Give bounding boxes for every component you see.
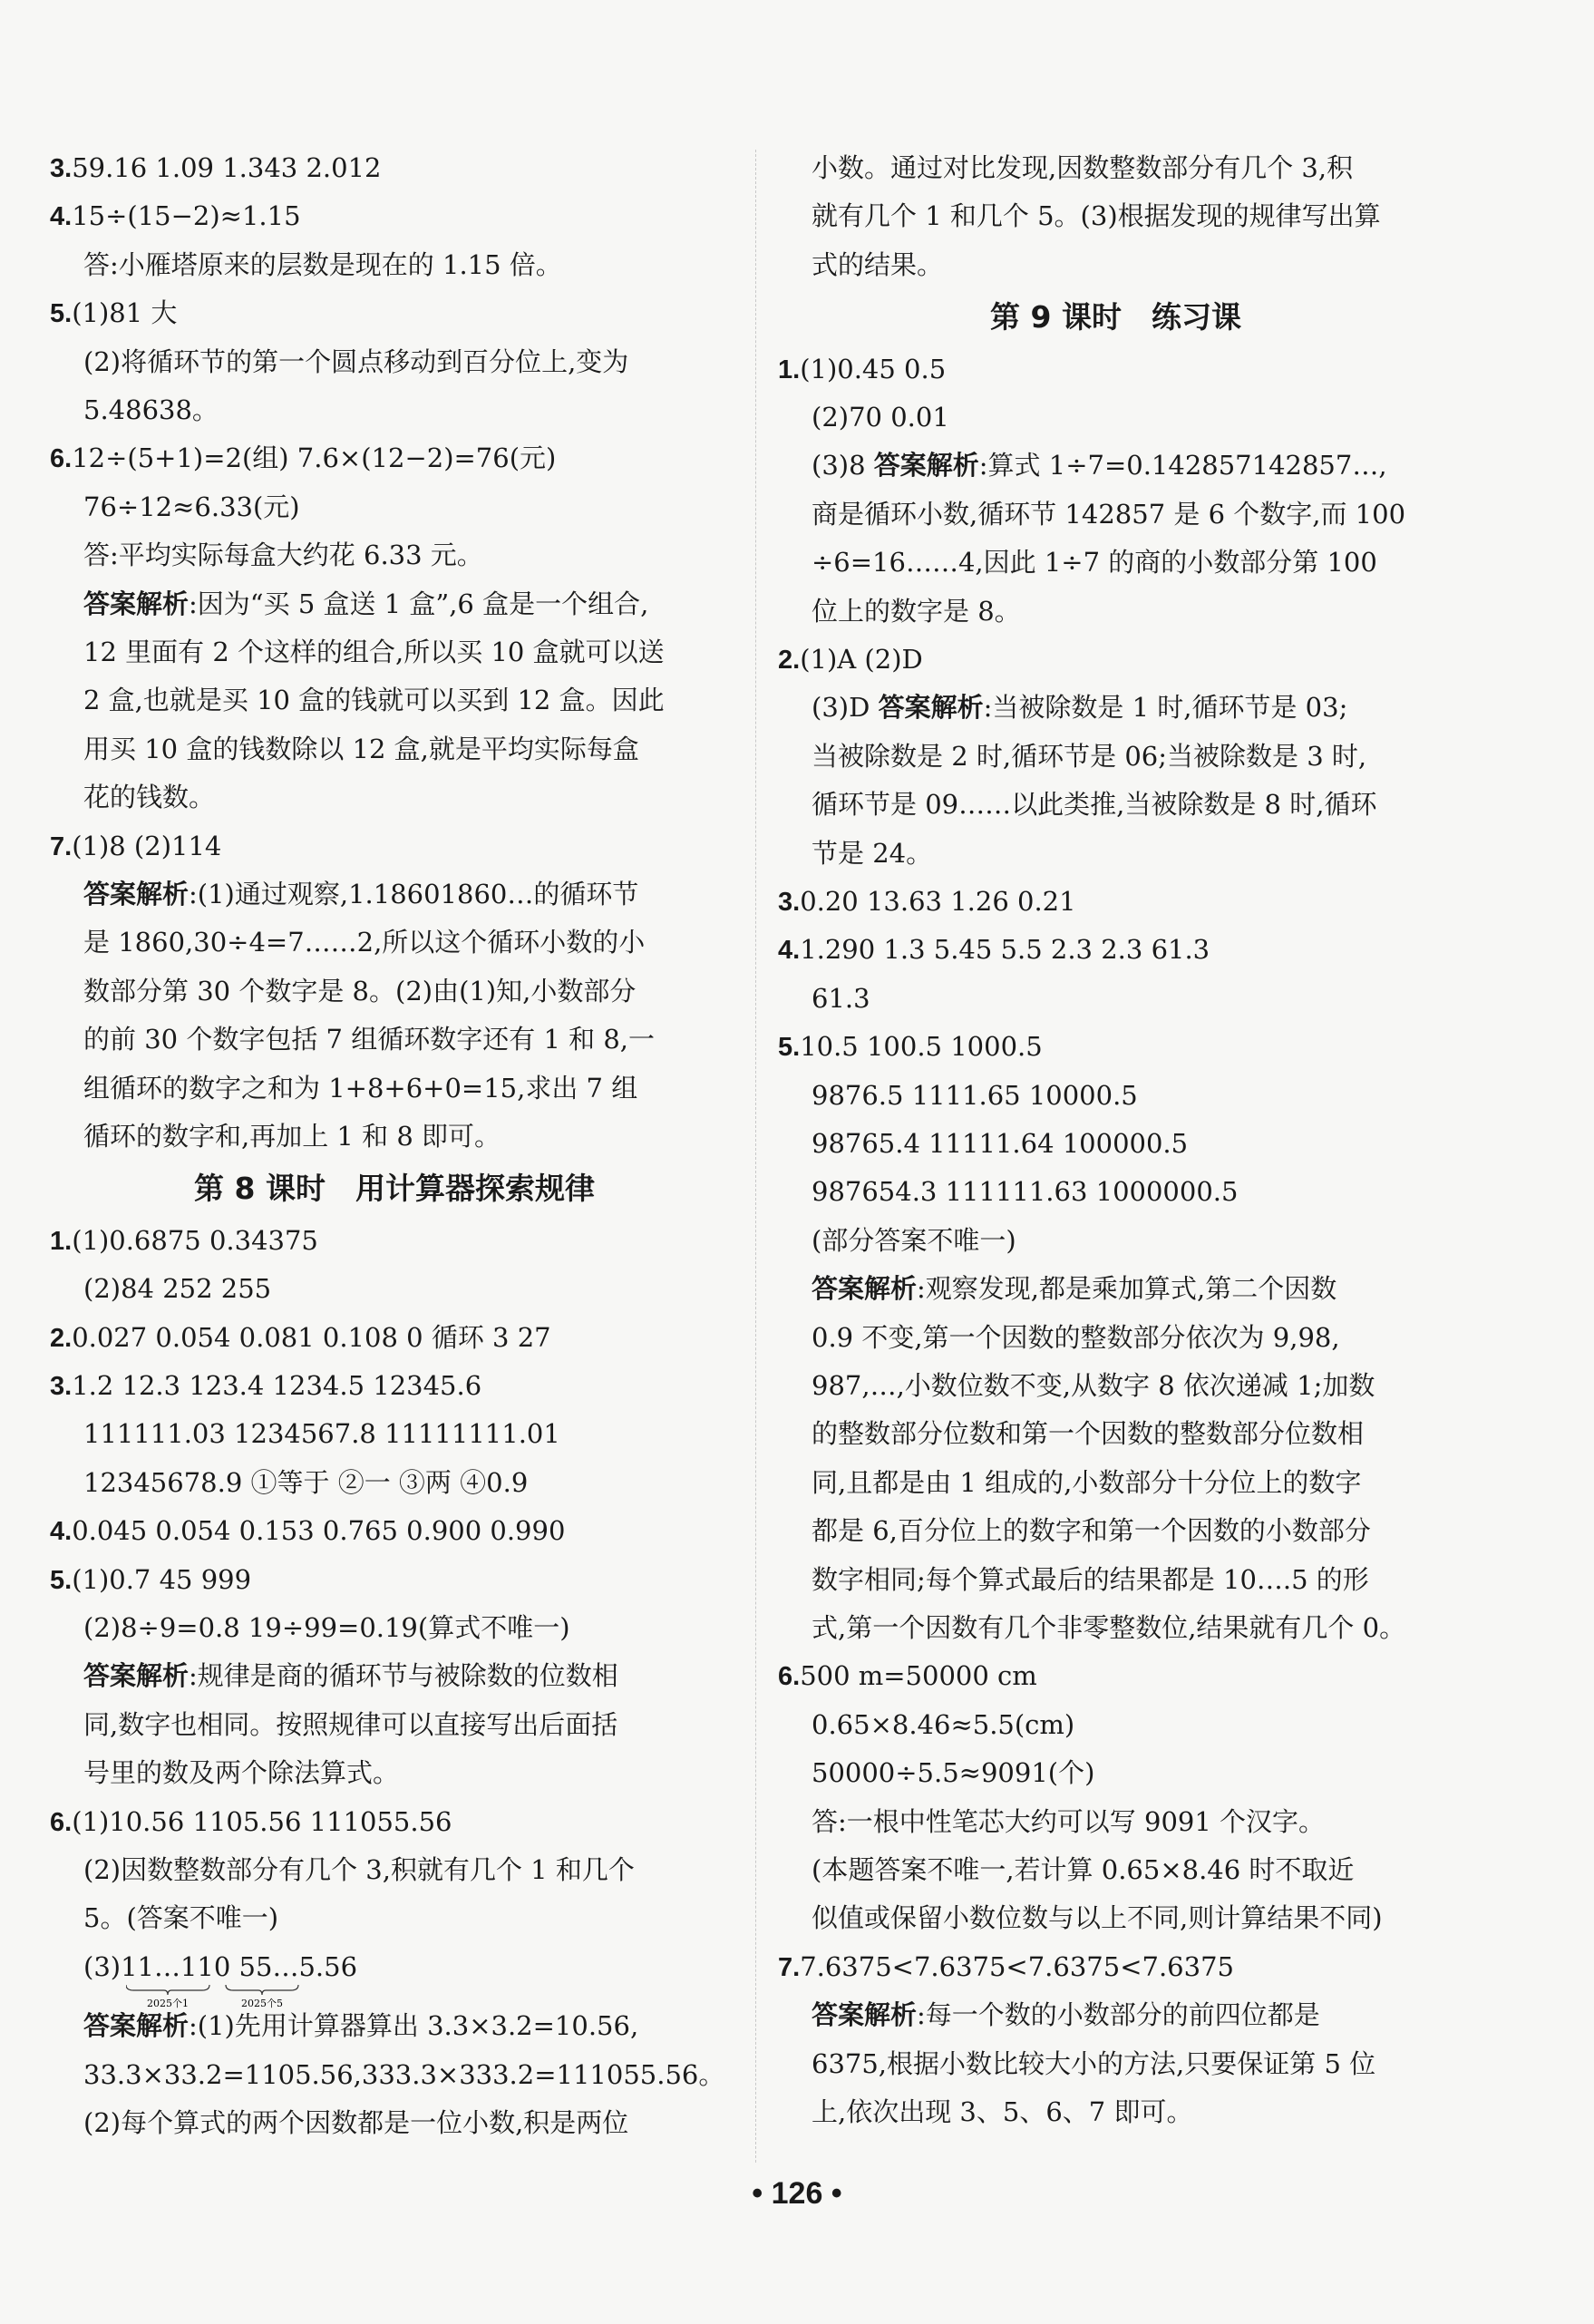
line-text: 33.3×33.2=1105.56,333.3×333.2=111055.56。	[83, 2058, 725, 2090]
line-text: 61.3	[812, 982, 870, 1014]
text-line	[50, 295, 177, 331]
question-number: 3.	[50, 1372, 73, 1401]
text-line	[778, 1658, 1037, 1694]
text-line	[812, 1222, 1016, 1259]
line-text: 59.16 1.09 1.343 2.012	[72, 152, 382, 183]
line-text: 12÷(5+1)=2(组) 7.6×(12−2)=76(元)	[72, 442, 557, 474]
question-number: 1.	[50, 1226, 73, 1256]
text-line	[812, 1900, 1383, 1936]
line-text: 2 盒,也就是买 10 盒的钱就可以买到 12 盒。因此	[83, 685, 665, 716]
line-text: 10.5 100.5 1000.5	[800, 1031, 1043, 1063]
text-line	[812, 198, 1381, 234]
answer-text: (3)D	[812, 692, 879, 724]
line-text: 用买 10 盒的钱数除以 12 盒,就是平均实际每盒	[83, 733, 639, 764]
line-text: 数部分第 30 个数字是 8。(2)由(1)知,小数部分	[83, 975, 637, 1006]
line-text: 答:小雁塔原来的层数是现在的 1.15 倍。	[83, 248, 562, 280]
text-line	[83, 924, 645, 960]
line-text: 12 里面有 2 个这样的组合,所以买 10 盒就可以送	[83, 637, 665, 667]
line-text: (部分答案不唯一)	[812, 1224, 1016, 1256]
text-line	[778, 931, 1210, 968]
text-line	[812, 2094, 1192, 2130]
line-text: (1)10.56 1105.56 111055.56	[72, 1805, 452, 1837]
line-text: 50000÷5.5≈9091(个)	[812, 1757, 1095, 1789]
line-text: 0.9 不变,第一个因数的整数部分依次为 9,98,	[812, 1321, 1340, 1353]
text-line	[812, 1512, 1371, 1549]
line-text: 位上的数字是 8。	[812, 595, 1021, 627]
question-number: 7.	[50, 831, 73, 861]
text-line	[812, 1707, 1074, 1743]
line-text: 都是 6,百分位上的数字和第一个因数的小数部分	[812, 1515, 1371, 1547]
text-line	[83, 1464, 528, 1501]
line-text: 数字相同;每个算式最后的结果都是 10….5 的形	[812, 1563, 1369, 1595]
text-line	[83, 973, 636, 1009]
answer-analysis-label: 答案解析	[873, 450, 979, 481]
text-line	[812, 150, 1353, 186]
line-text: 500 m=50000 cm	[800, 1660, 1037, 1692]
text-line	[83, 344, 628, 380]
line-text: 组循环的数字之和为 1+8+6+0=15,求出 7 组	[83, 1072, 638, 1104]
text-line	[83, 2008, 638, 2044]
text-line	[50, 1512, 565, 1549]
line-text: 式,第一个因数有几个非零整数位,结果就有几个 0。	[812, 1612, 1406, 1643]
text-line	[50, 150, 381, 186]
question-number: 6.	[778, 1662, 801, 1692]
line-text: 0.20 13.63 1.26 0.21	[800, 886, 1076, 917]
text-line	[83, 1118, 501, 1154]
answer-analysis-label: 答案解析	[83, 2010, 190, 2042]
text-line	[83, 1949, 357, 1985]
line-text: 7.6375<7.6375<7.6375<7.6375	[800, 1950, 1234, 1982]
text-line	[83, 731, 639, 767]
line-text: 1.290 1.3 5.45 5.5 2.3 2.3 61.3	[800, 934, 1210, 966]
line-text: 987654.3 111111.63 1000000.5	[812, 1176, 1239, 1208]
section-heading: 第 8 课时 用计算器探索规律	[194, 1171, 595, 1207]
text-line	[83, 682, 665, 718]
question-number: 4.	[778, 936, 801, 966]
question-number: 2.	[778, 646, 801, 675]
underbrace-annotation	[126, 1983, 362, 2010]
line-text: :(1)通过观察,1.18601860…的循环节	[189, 879, 639, 909]
text-line	[83, 1415, 560, 1452]
line-text: 小数。通过对比发现,因数整数部分有几个 3,积	[812, 152, 1354, 183]
line-text: 的整数部分位数和第一个因数的整数部分位数相	[812, 1418, 1365, 1450]
text-line	[812, 1173, 1238, 1210]
line-text: 76÷12≈6.33(元)	[83, 491, 300, 522]
text-line	[83, 586, 648, 622]
line-text: (本题答案不唯一,若计算 0.65×8.46 时不取近	[812, 1854, 1355, 1885]
line-text: 节是 24。	[812, 837, 933, 869]
text-line	[50, 1804, 452, 1840]
text-line	[812, 2046, 1375, 2082]
question-number: 7.	[778, 1952, 801, 1982]
line-text: 号里的数及两个除法算式。	[83, 1757, 400, 1789]
line-text: 花的钱数。	[83, 782, 216, 813]
text-line	[83, 634, 665, 670]
line-text: (2)每个算式的两个因数都是一位小数,积是两位	[83, 2107, 629, 2138]
text-line	[812, 1804, 1325, 1840]
question-number: 5.	[778, 1033, 801, 1063]
text-line	[83, 779, 215, 815]
text-line	[812, 399, 949, 435]
line-text: 987,…,小数位数不变,从数字 8 依次递减 1;加数	[812, 1370, 1375, 1401]
answer-analysis-label: 答案解析	[812, 1273, 918, 1305]
text-line	[812, 1997, 1320, 2033]
text-line	[812, 447, 1387, 483]
line-text: 111111.03 1234567.8 11111111.01	[83, 1418, 560, 1450]
answer-text: (3)8	[812, 450, 874, 481]
question-number: 4.	[50, 202, 73, 232]
line-text: 5。(答案不唯一)	[83, 1902, 279, 1934]
text-line	[812, 544, 1377, 580]
text-line	[83, 247, 562, 283]
text-line	[812, 1464, 1361, 1501]
text-line	[50, 1319, 551, 1356]
question-number: 2.	[50, 1323, 73, 1353]
answer-analysis-label: 答案解析	[83, 1660, 190, 1692]
line-text: 当被除数是 2 时,循环节是 06;当被除数是 3 时,	[812, 740, 1367, 772]
text-line	[812, 786, 1376, 822]
text-line	[812, 689, 1347, 725]
line-text: 12345678.9 ①等于 ②一 ③两 ④0.9	[83, 1466, 529, 1498]
line-text: 就有几个 1 和几个 5。(3)根据发现的规律写出算	[812, 200, 1381, 232]
section-heading: 第 9 课时 练习课	[990, 299, 1241, 335]
line-text: 98765.4 11111.64 100000.5	[812, 1128, 1189, 1159]
question-number: 6.	[50, 1807, 73, 1837]
text-line	[812, 1415, 1364, 1452]
line-text: 循环的数字和,再加上 1 和 8 即可。	[83, 1121, 501, 1152]
text-line	[812, 1561, 1369, 1598]
line-text: 15÷(15−2)≈1.15	[72, 200, 301, 232]
question-number: 5.	[50, 1565, 73, 1595]
line-text: 似值或保留小数位数与以上不同,则计算结果不同)	[812, 1902, 1383, 1934]
text-line	[83, 876, 638, 912]
line-text: 答:一根中性笔芯大约可以写 9091 个汉字。	[812, 1805, 1326, 1837]
line-text: (1)0.6875 0.34375	[72, 1224, 318, 1256]
line-text: 0.045 0.054 0.153 0.765 0.900 0.990	[72, 1515, 566, 1547]
text-line	[812, 1319, 1340, 1356]
line-text: :当被除数是 1 时,循环节是 03;	[983, 692, 1348, 724]
text-line	[83, 1755, 399, 1791]
line-text: (1)8 (2)114	[72, 830, 222, 861]
line-text: (1)0.7 45 999	[72, 1563, 252, 1595]
text-line	[812, 738, 1366, 774]
line-text: :观察发现,都是乘加算式,第二个因数	[917, 1273, 1337, 1305]
text-line	[778, 351, 946, 387]
text-line	[83, 1852, 635, 1888]
text-line	[83, 1270, 271, 1307]
line-text: 9876.5 1111.65 10000.5	[812, 1079, 1138, 1111]
text-line	[83, 1021, 655, 1057]
answer-analysis-label: 答案解析	[83, 588, 190, 619]
question-number: 1.	[778, 355, 801, 384]
text-line	[83, 1070, 637, 1106]
line-text: 5.48638。	[83, 394, 219, 425]
line-text: 0.027 0.054 0.081 0.108 0 循环 3 27	[72, 1321, 551, 1353]
text-line	[83, 2057, 724, 2093]
text-line	[50, 1367, 481, 1404]
text-line	[83, 489, 300, 525]
line-text: (1)A (2)D	[800, 644, 923, 675]
line-text: :规律是商的循环节与被除数的位数相	[189, 1660, 618, 1692]
text-line	[778, 1028, 1043, 1065]
text-line	[83, 1609, 570, 1646]
text-line	[50, 1222, 318, 1259]
page-number: • 126 •	[752, 2176, 842, 2211]
line-text: 式的结果。	[812, 248, 944, 280]
line-text: (1)81 大	[72, 297, 178, 329]
text-line	[83, 2105, 628, 2141]
line-text: 0.65×8.46≈5.5(cm)	[812, 1708, 1075, 1740]
line-text: (3)11…110 55…5.56	[83, 1950, 358, 1982]
line-text: (2)84 252 255	[83, 1273, 272, 1305]
text-line	[778, 883, 1076, 919]
line-text: (2)将循环节的第一个圆点移动到百分位上,变为	[83, 345, 629, 377]
question-number: 5.	[50, 299, 73, 329]
text-line	[83, 392, 219, 428]
line-text: :(1)先用计算器算出 3.3×3.2=10.56,	[189, 2010, 639, 2042]
line-text: 答:平均实际每盒大约花 6.33 元。	[83, 540, 483, 571]
line-text: (2)因数整数部分有几个 3,积就有几个 1 和几个	[83, 1854, 635, 1885]
text-line	[812, 593, 1021, 629]
answer-analysis-label: 答案解析	[812, 1999, 918, 2031]
brace-label: 2025个1	[147, 1997, 189, 2009]
text-line	[812, 1125, 1188, 1162]
text-line	[812, 1852, 1354, 1888]
line-text: (1)0.45 0.5	[800, 353, 947, 384]
answer-analysis-label: 答案解析	[878, 692, 984, 724]
text-line	[50, 828, 221, 864]
text-line	[50, 440, 556, 476]
line-text: ÷6=16……4,因此 1÷7 的商的小数部分第 100	[812, 547, 1377, 579]
line-text: 同,数字也相同。按照规律可以直接写出后面括	[83, 1708, 618, 1740]
text-line	[812, 1367, 1375, 1404]
underbrace	[226, 1985, 298, 1995]
text-line	[812, 496, 1405, 532]
text-line	[812, 980, 870, 1016]
line-text: :每一个数的小数部分的前四位都是	[917, 1999, 1320, 2031]
text-line	[83, 1707, 617, 1743]
line-text: 是 1860,30÷4=7……2,所以这个循环小数的小	[83, 927, 646, 958]
underbrace	[126, 1985, 209, 1995]
line-text: 循环节是 09……以此类推,当被除数是 8 时,循环	[812, 789, 1377, 821]
text-line	[778, 641, 923, 677]
line-text: (2)8÷9=0.8 19÷99=0.19(算式不唯一)	[83, 1612, 570, 1643]
line-text: 上,依次出现 3、5、6、7 即可。	[812, 2096, 1193, 2127]
line-text: :因为“买 5 盒送 1 盒”,6 盒是一个组合,	[189, 588, 649, 619]
text-line	[83, 537, 483, 573]
text-line	[778, 1949, 1234, 1985]
text-line	[83, 1658, 618, 1694]
line-text: 1.2 12.3 123.4 1234.5 12345.6	[72, 1370, 482, 1401]
text-line	[812, 1270, 1336, 1307]
text-line	[812, 247, 943, 283]
answer-analysis-label: 答案解析	[83, 879, 190, 909]
text-line	[812, 835, 932, 871]
line-text: :算式 1÷7=0.142857142857…,	[978, 450, 1387, 481]
line-text: 的前 30 个数字包括 7 组循环数字还有 1 和 8,一	[83, 1024, 656, 1055]
text-line	[83, 1900, 278, 1936]
question-number: 3.	[50, 154, 73, 183]
line-text: 商是循环小数,循环节 142857 是 6 个数字,而 100	[812, 498, 1406, 530]
question-number: 4.	[50, 1517, 73, 1547]
column-divider	[755, 150, 757, 2163]
text-line	[50, 198, 301, 234]
text-line	[812, 1609, 1405, 1646]
brace-label: 2025个5	[241, 1997, 283, 2009]
question-number: 6.	[50, 444, 73, 474]
line-text: 6375,根据小数比较大小的方法,只要保证第 5 位	[812, 2047, 1376, 2079]
text-line	[812, 1755, 1094, 1791]
text-line	[812, 1077, 1138, 1113]
line-text: 同,且都是由 1 组成的,小数部分十分位上的数字	[812, 1466, 1362, 1498]
text-line	[50, 1561, 251, 1598]
line-text: (2)70 0.01	[812, 402, 949, 433]
question-number: 3.	[778, 888, 801, 917]
